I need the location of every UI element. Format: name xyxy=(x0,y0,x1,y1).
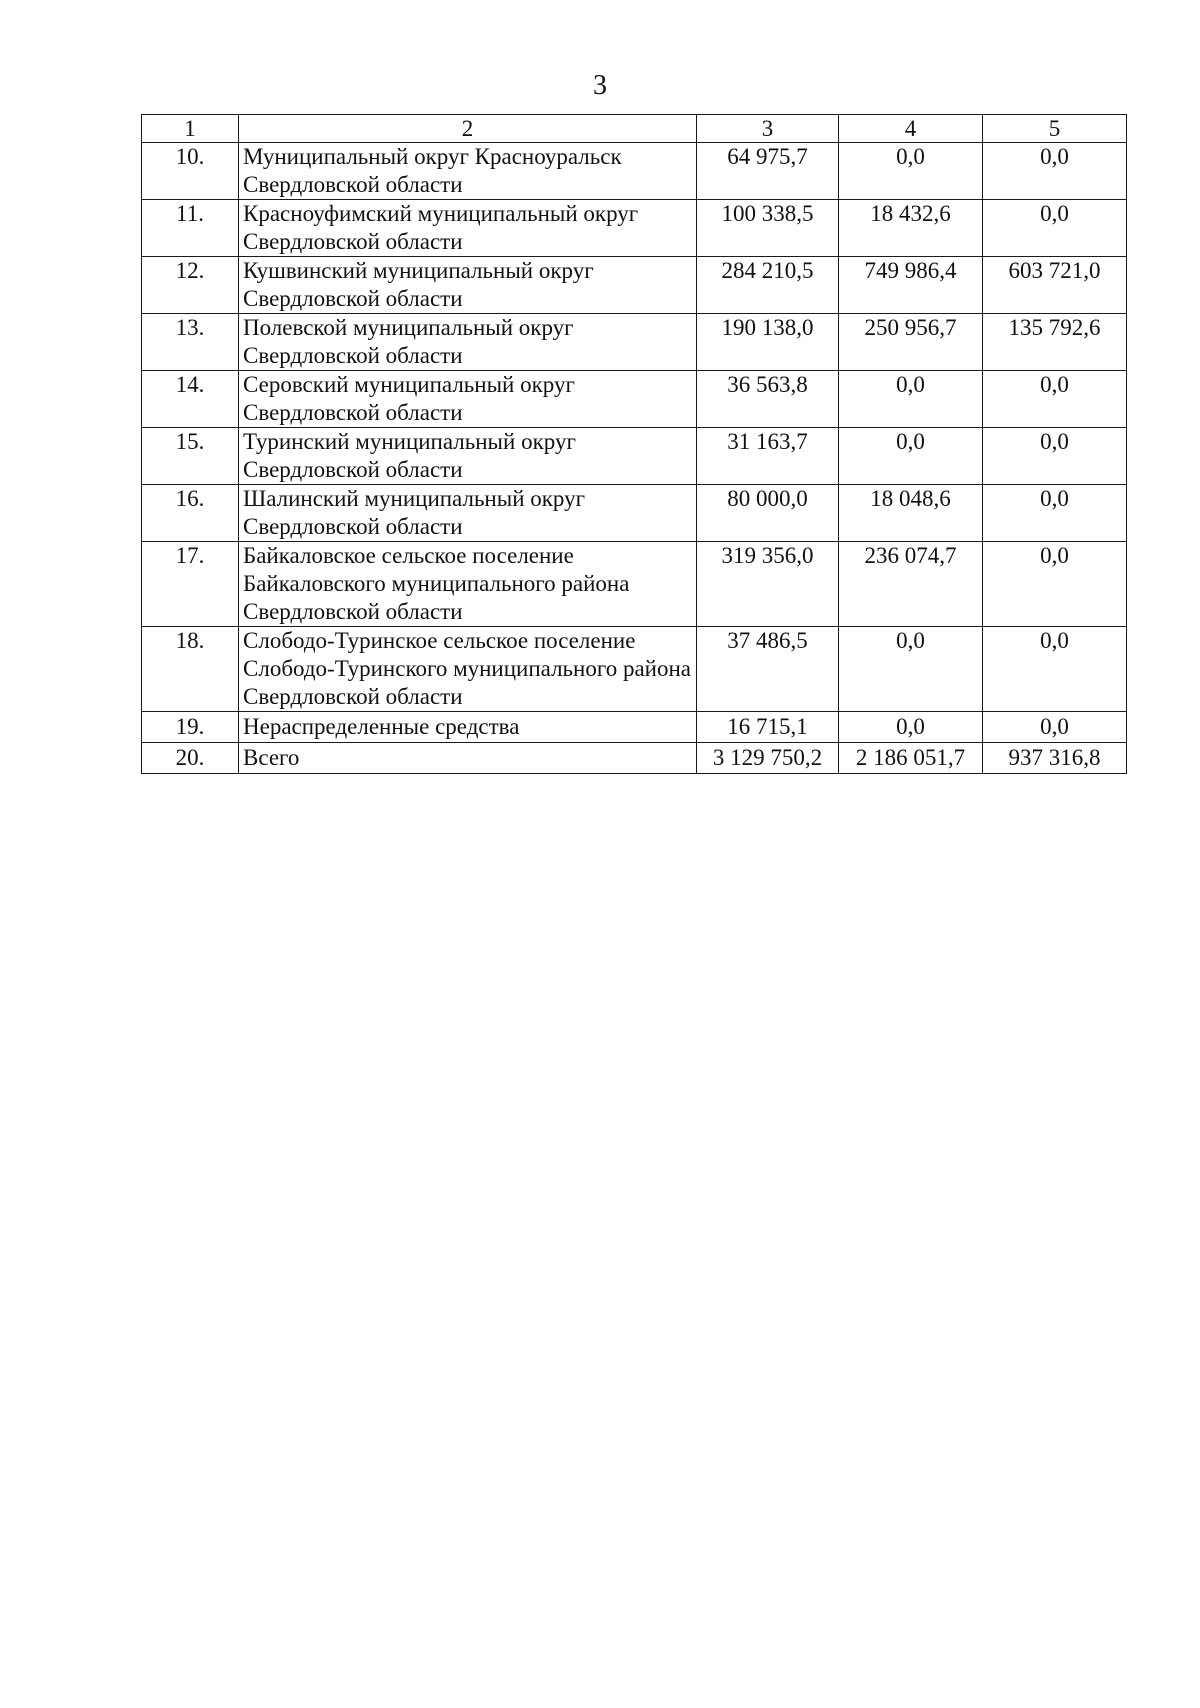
recipient-name: Серовский муниципальный округ Свердловской области xyxy=(239,371,697,428)
value-col5: 0,0 xyxy=(983,627,1127,712)
value-col4: 0,0 xyxy=(839,371,983,428)
table-row xyxy=(142,627,1127,712)
value-col4: 236 074,7 xyxy=(839,542,983,627)
recipient-name: Туринский муниципальный округ Свердловской области xyxy=(239,428,697,485)
page-number: 3 xyxy=(593,70,607,101)
recipient-name: Красноуфимский муниципальный округ Свердловской области xyxy=(239,200,697,257)
row-number: 18. xyxy=(142,627,239,712)
value-col3: 80 000,0 xyxy=(697,485,839,542)
table-row xyxy=(142,542,1127,627)
table-row xyxy=(142,200,1127,257)
row-number: 13. xyxy=(142,314,239,371)
value-col4: 0,0 xyxy=(839,428,983,485)
value-col5: 0,0 xyxy=(983,712,1127,743)
row-number: 19. xyxy=(142,712,239,743)
recipient-name: Всего xyxy=(239,743,697,774)
column-header: 2 xyxy=(239,115,697,143)
row-number: 10. xyxy=(142,143,239,200)
column-header: 5 xyxy=(983,115,1127,143)
value-col5: 0,0 xyxy=(983,371,1127,428)
recipient-name: Байкаловское сельское поселение Байкаловского муниципального района Свердловской области xyxy=(239,542,697,627)
value-col4: 0,0 xyxy=(839,143,983,200)
table-row xyxy=(142,712,1127,743)
table-row-total xyxy=(142,743,1127,774)
value-col4: 18 432,6 xyxy=(839,200,983,257)
recipient-name: Нераспределенные средства xyxy=(239,712,697,743)
row-number: 11. xyxy=(142,200,239,257)
value-col5: 0,0 xyxy=(983,542,1127,627)
value-col5: 135 792,6 xyxy=(983,314,1127,371)
value-col3: 31 163,7 xyxy=(697,428,839,485)
column-header: 3 xyxy=(697,115,839,143)
row-number: 12. xyxy=(142,257,239,314)
recipient-name: Муниципальный округ Красноуральск Свердловской области xyxy=(239,143,697,200)
recipient-name: Шалинский муниципальный округ Свердловской области xyxy=(239,485,697,542)
value-col3: 284 210,5 xyxy=(697,257,839,314)
value-col3: 319 356,0 xyxy=(697,542,839,627)
recipient-name: Кушвинский муниципальный округ Свердловской области xyxy=(239,257,697,314)
value-col5: 0,0 xyxy=(983,485,1127,542)
value-col3: 3 129 750,2 xyxy=(697,743,839,774)
value-col5: 0,0 xyxy=(983,143,1127,200)
value-col5: 603 721,0 xyxy=(983,257,1127,314)
row-number: 15. xyxy=(142,428,239,485)
column-header: 4 xyxy=(839,115,983,143)
value-col3: 16 715,1 xyxy=(697,712,839,743)
value-col5: 937 316,8 xyxy=(983,743,1127,774)
value-col3: 100 338,5 xyxy=(697,200,839,257)
column-header: 1 xyxy=(142,115,239,143)
value-col4: 749 986,4 xyxy=(839,257,983,314)
value-col3: 37 486,5 xyxy=(697,627,839,712)
value-col4: 18 048,6 xyxy=(839,485,983,542)
table-header-row xyxy=(142,115,1127,143)
table-row xyxy=(142,143,1127,200)
table-row xyxy=(142,371,1127,428)
table-row xyxy=(142,485,1127,542)
table-row xyxy=(142,428,1127,485)
value-col5: 0,0 xyxy=(983,428,1127,485)
row-number: 16. xyxy=(142,485,239,542)
value-col4: 0,0 xyxy=(839,712,983,743)
value-col4: 2 186 051,7 xyxy=(839,743,983,774)
recipient-name: Полевской муниципальный округ Свердловской области xyxy=(239,314,697,371)
value-col3: 36 563,8 xyxy=(697,371,839,428)
value-col4: 250 956,7 xyxy=(839,314,983,371)
value-col3: 190 138,0 xyxy=(697,314,839,371)
table-row xyxy=(142,257,1127,314)
value-col4: 0,0 xyxy=(839,627,983,712)
row-number: 20. xyxy=(142,743,239,774)
allocation-table xyxy=(141,114,1127,774)
row-number: 17. xyxy=(142,542,239,627)
value-col3: 64 975,7 xyxy=(697,143,839,200)
row-number: 14. xyxy=(142,371,239,428)
recipient-name: Слободо-Туринское сельское поселение Слободо-Туринского муниципального района Свердловской области xyxy=(239,627,697,712)
value-col5: 0,0 xyxy=(983,200,1127,257)
table-row xyxy=(142,314,1127,371)
